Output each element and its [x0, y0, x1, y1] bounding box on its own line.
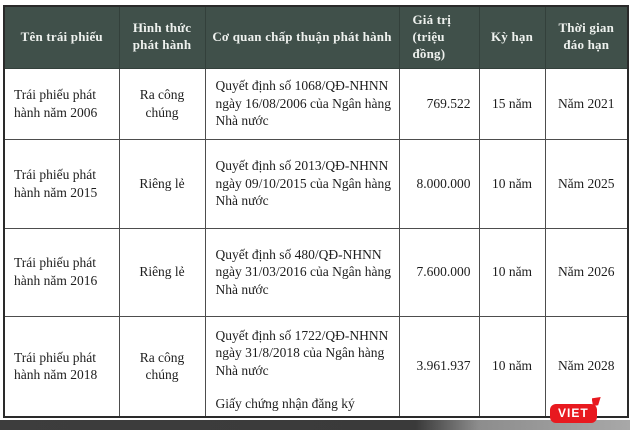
- approval-note-text: Giấy chứng nhận đăng ký: [215, 396, 355, 412]
- cell-term: 15 năm: [479, 68, 545, 139]
- cell-maturity: Năm 2021: [545, 68, 628, 139]
- cell-approving-authority: [205, 68, 399, 139]
- table-row: [4, 68, 628, 139]
- cell-maturity: Năm 2028: [545, 316, 628, 417]
- approval-decision-text: Quyết định số 2013/QĐ-NHNN ngày 09/10/2015 của Ngân hàng Nhà nước: [215, 158, 391, 209]
- cell-term: 10 năm: [479, 139, 545, 228]
- col-header-maturity: Thời gian đáo hạn: [545, 6, 628, 68]
- cell-approving-authority: [205, 139, 399, 228]
- page-divider-bar: [0, 420, 630, 430]
- cell-bond-name: Trái phiếu phát hành năm 2018: [4, 316, 119, 417]
- approval-decision-text: Quyết định số 480/QĐ-NHNN ngày 31/03/2016 của Ngân hàng Nhà nước: [215, 246, 391, 297]
- cell-term: 10 năm: [479, 228, 545, 316]
- cell-value: 3.961.937: [399, 316, 479, 417]
- cell-issuance-form: Riêng lẻ: [119, 228, 205, 316]
- table-header-row: [4, 6, 628, 68]
- cell-issuance-form: Ra công chúng: [119, 68, 205, 139]
- cell-term: 10 năm: [479, 316, 545, 417]
- viettimes-watermark-logo: [550, 404, 597, 423]
- approval-decision-text: Quyết định số 1068/QĐ-NHNN ngày 16/08/2006 của Ngân hàng Nhà nước: [215, 78, 391, 129]
- col-header-issuance-form: Hình thức phát hành: [119, 6, 205, 68]
- col-header-term: Kỳ hạn: [479, 6, 545, 68]
- cell-value: 8.000.000: [399, 139, 479, 228]
- col-header-bond-name: Tên trái phiếu: [4, 6, 119, 68]
- cell-approving-authority: [205, 228, 399, 316]
- cell-bond-name: Trái phiếu phát hành năm 2016: [4, 228, 119, 316]
- cell-issuance-form: Ra công chúng: [119, 316, 205, 417]
- table-row: [4, 228, 628, 316]
- viet-logo-text: VIET: [558, 406, 589, 420]
- cell-maturity: Năm 2026: [545, 228, 628, 316]
- cell-bond-name: Trái phiếu phát hành năm 2006: [4, 68, 119, 139]
- approval-decision-text: Quyết định số 1722/QĐ-NHNN ngày 31/8/2018 của Ngân hàng Nhà nước: [215, 327, 389, 378]
- table-row: [4, 139, 628, 228]
- cell-approving-authority: [205, 316, 399, 417]
- cell-maturity: Năm 2025: [545, 139, 628, 228]
- col-header-approving-authority: Cơ quan chấp thuận phát hành: [205, 6, 399, 68]
- cell-value: 769.522: [399, 68, 479, 139]
- cell-issuance-form: Riêng lẻ: [119, 139, 205, 228]
- col-header-value: Giá trị (triệu đồng): [399, 6, 479, 68]
- cell-value: 7.600.000: [399, 228, 479, 316]
- cell-bond-name: Trái phiếu phát hành năm 2015: [4, 139, 119, 228]
- table-row: [4, 316, 628, 417]
- bond-table: [3, 5, 629, 418]
